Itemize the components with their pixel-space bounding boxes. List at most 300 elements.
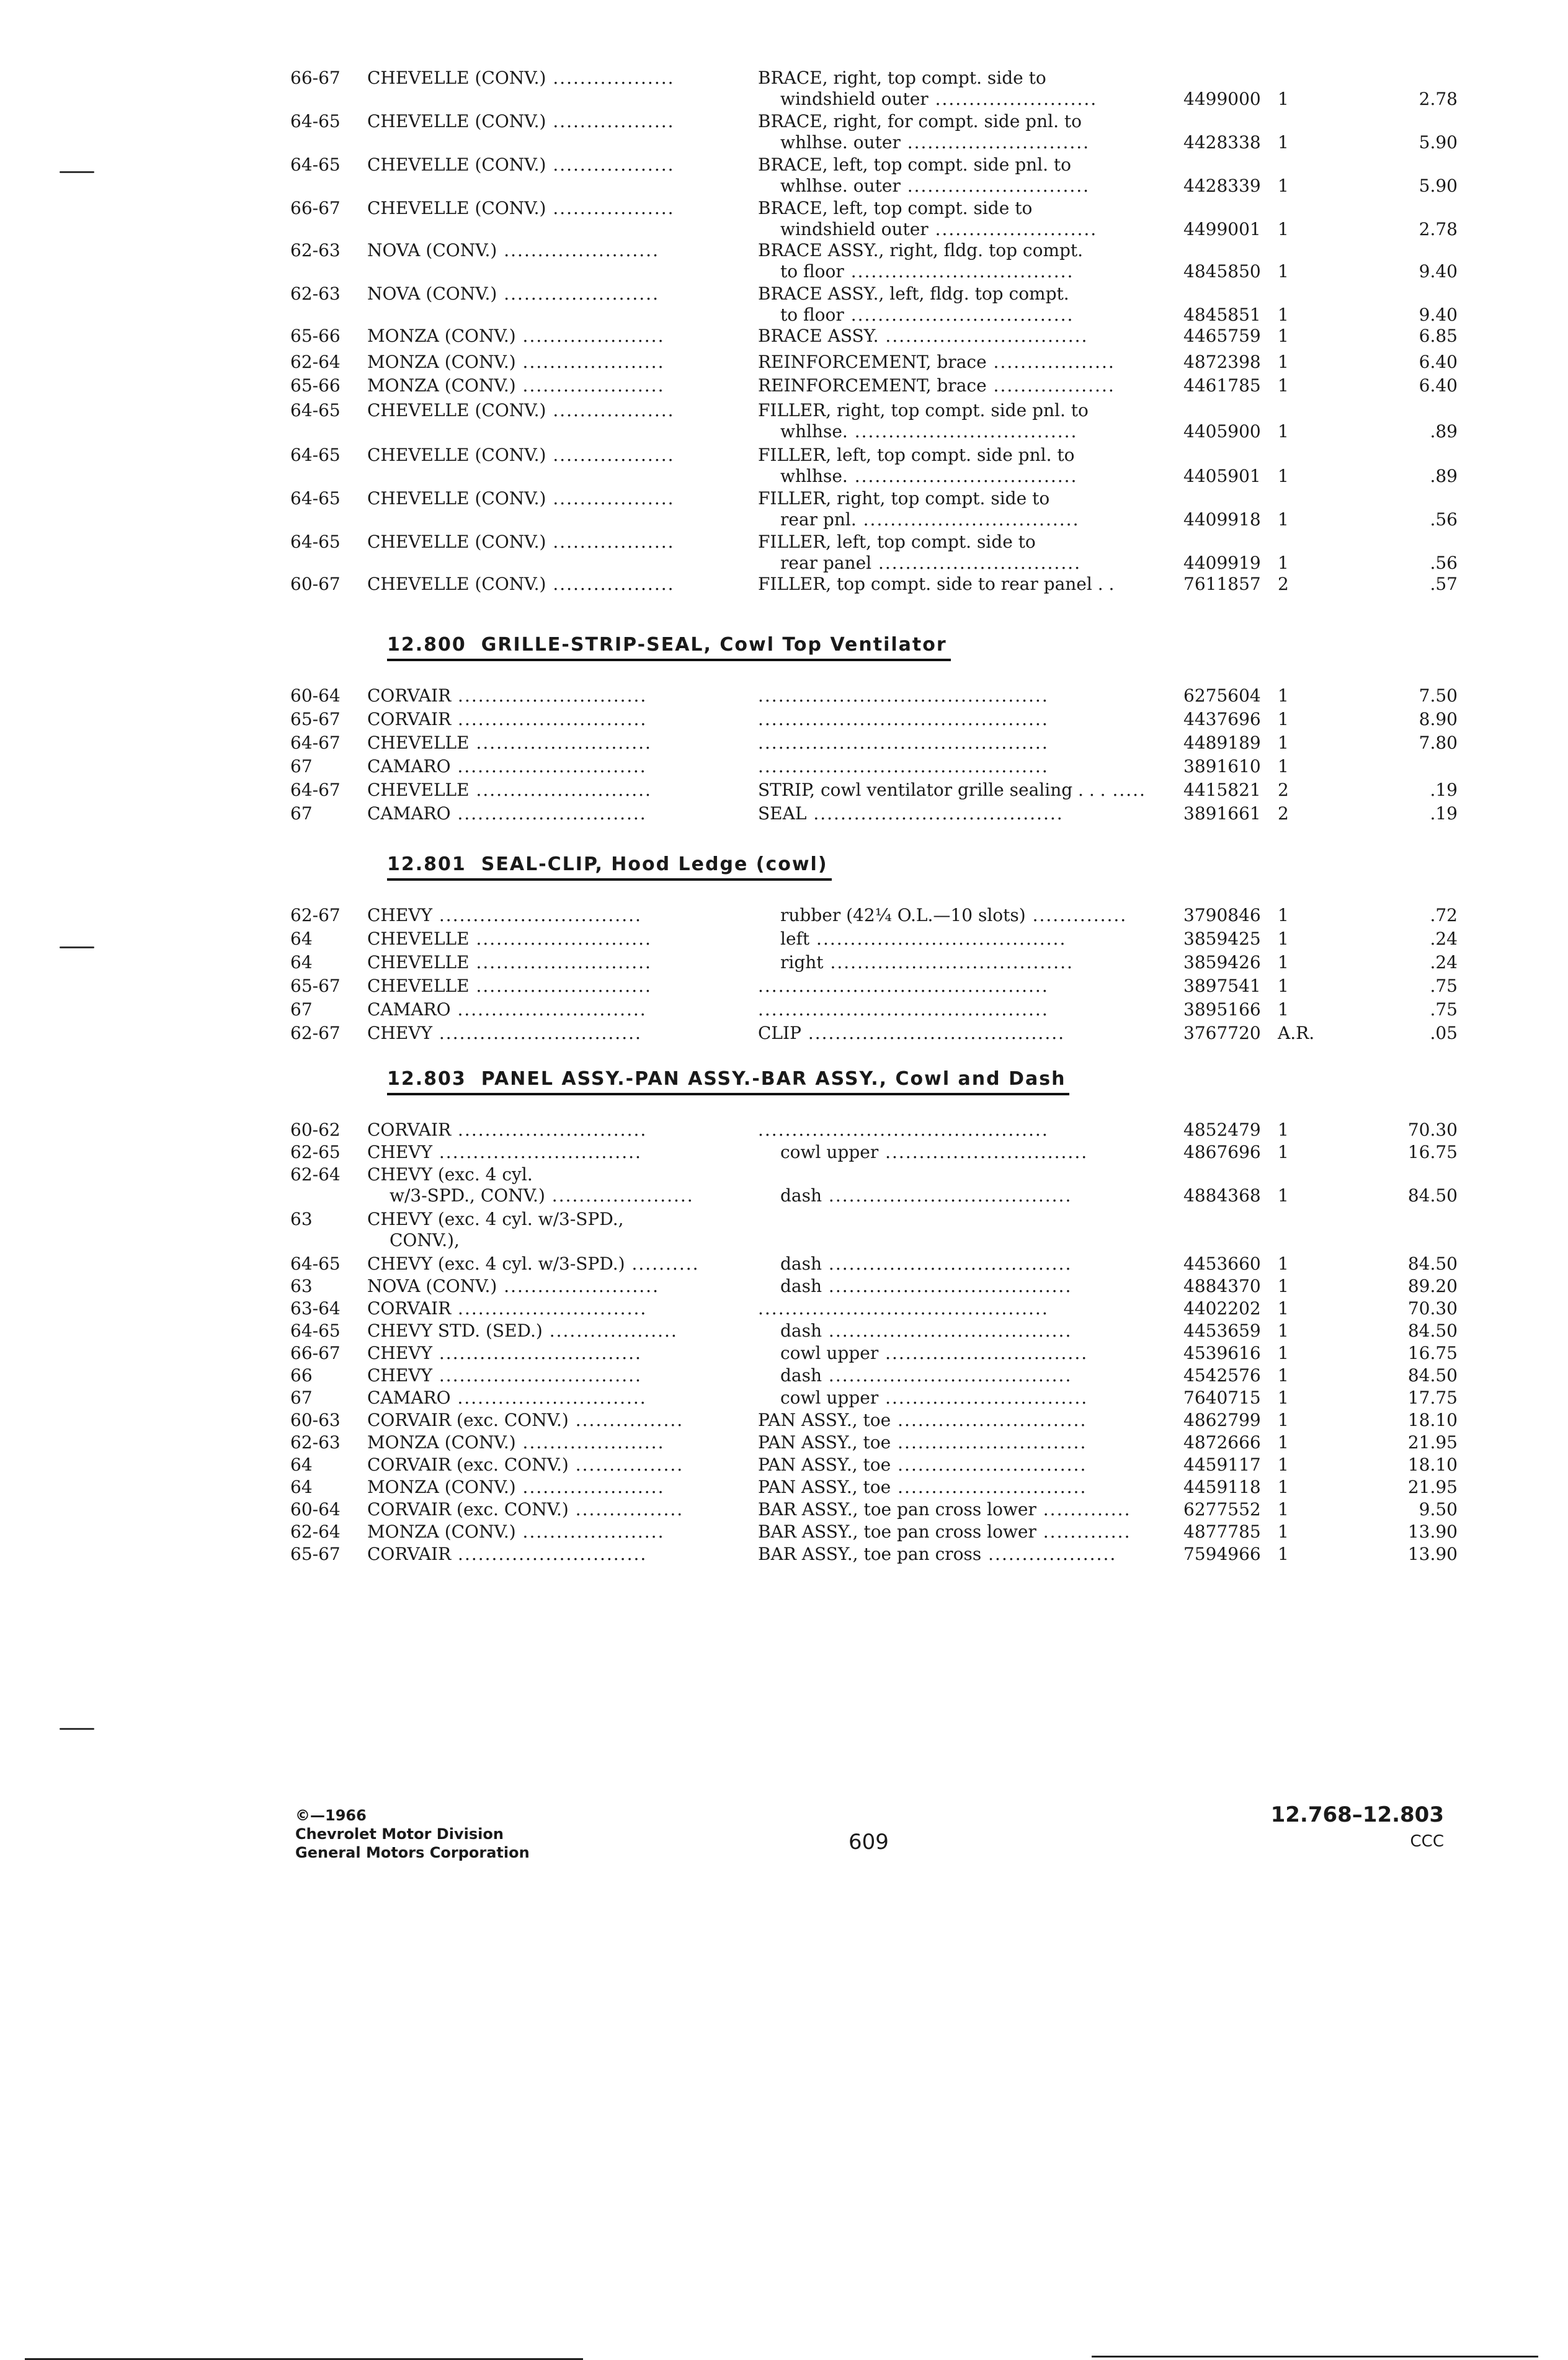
price-cell: 89.20 bbox=[1407, 1276, 1458, 1296]
price-cell: 8.90 bbox=[1419, 709, 1458, 729]
leader-dots: .................................... bbox=[822, 1185, 1072, 1206]
year-cell: 64 bbox=[290, 928, 313, 949]
description-cell bbox=[758, 1521, 1165, 1543]
table-row bbox=[0, 465, 1568, 488]
part-number-cell: 3897541 bbox=[1183, 976, 1261, 996]
price-cell: .19 bbox=[1430, 803, 1458, 824]
table-row bbox=[0, 325, 1568, 347]
quantity-cell: 1 bbox=[1278, 999, 1289, 1020]
part-number-cell: 7640715 bbox=[1183, 1387, 1261, 1408]
leader-dots: .............................. bbox=[432, 905, 642, 925]
year-cell: 65-67 bbox=[290, 976, 341, 996]
leader-dots: .................. bbox=[546, 574, 675, 594]
price-cell: 5.90 bbox=[1419, 176, 1458, 196]
price-cell: 6.85 bbox=[1419, 326, 1458, 346]
quantity-cell: 1 bbox=[1278, 976, 1289, 996]
price-cell: .72 bbox=[1430, 905, 1458, 925]
quantity-cell: 1 bbox=[1278, 89, 1289, 109]
part-number-cell: 4845851 bbox=[1183, 305, 1261, 325]
model-text: CHEVY STD. (SED.) bbox=[367, 1320, 543, 1341]
description-cell bbox=[758, 1409, 1165, 1432]
description-cell bbox=[758, 67, 1165, 89]
description-cell bbox=[758, 531, 1165, 553]
leader-dots: .......................... bbox=[469, 732, 652, 753]
table-row bbox=[0, 110, 1568, 133]
model-text: CHEVELLE (CONV.) bbox=[367, 488, 546, 509]
model-text: CHEVELLE bbox=[367, 780, 470, 800]
part-number-cell: 3767720 bbox=[1183, 1023, 1261, 1043]
description-cell bbox=[758, 1119, 1165, 1141]
year-cell: 60-67 bbox=[290, 574, 341, 594]
description-text: rubber (42¼ O.L.—10 slots) bbox=[780, 905, 1026, 925]
table-row bbox=[0, 1229, 1568, 1252]
year-cell: 60-64 bbox=[290, 685, 341, 706]
quantity-cell: 1 bbox=[1278, 1276, 1289, 1296]
publisher-block bbox=[295, 1806, 530, 1862]
leader-dots: ................................. bbox=[844, 305, 1074, 325]
leader-dots: .......................... bbox=[469, 952, 652, 973]
year-cell: 62-63 bbox=[290, 1432, 341, 1453]
model-text: CHEVY bbox=[367, 1365, 432, 1386]
leader-dots: ..................... bbox=[515, 352, 665, 372]
price-cell: .24 bbox=[1430, 928, 1458, 949]
model-cell bbox=[367, 1476, 726, 1498]
year-cell: 64 bbox=[290, 1454, 313, 1475]
quantity-cell: 1 bbox=[1278, 305, 1289, 325]
leader-dots: ..................... bbox=[515, 1432, 665, 1453]
price-cell: 70.30 bbox=[1407, 1120, 1458, 1140]
leader-dots: ........................... bbox=[900, 176, 1090, 196]
leader-dots: .................................... bbox=[822, 1253, 1072, 1274]
price-cell: 9.40 bbox=[1419, 261, 1458, 282]
description-cell bbox=[780, 1320, 1165, 1342]
part-number-cell: 4437696 bbox=[1183, 709, 1261, 729]
leader-dots: .................................... bbox=[822, 1365, 1072, 1386]
price-cell: .75 bbox=[1430, 976, 1458, 996]
leader-dots: .................. bbox=[546, 154, 675, 175]
price-cell: 5.90 bbox=[1419, 132, 1458, 153]
table-row bbox=[0, 1164, 1568, 1186]
description-text: PAN ASSY., toe bbox=[758, 1454, 891, 1475]
description-text: FILLER, left, top compt. side to bbox=[758, 532, 1036, 552]
table-row bbox=[0, 779, 1568, 801]
part-number-cell: 7611857 bbox=[1183, 574, 1261, 594]
description-cell bbox=[758, 197, 1165, 220]
description-text: cowl upper bbox=[780, 1387, 879, 1408]
description-cell bbox=[780, 509, 1165, 531]
description-cell bbox=[758, 1476, 1165, 1498]
section-heading bbox=[387, 852, 832, 881]
corporation-name: General Motors Corporation bbox=[295, 1844, 530, 1861]
leader-dots: ........................................... bbox=[758, 1120, 1049, 1140]
description-cell bbox=[758, 488, 1165, 510]
year-cell: 67 bbox=[290, 1387, 313, 1408]
model-cell bbox=[367, 1164, 726, 1186]
part-number-cell: 4409919 bbox=[1183, 553, 1261, 573]
leader-dots: ..................................... bbox=[809, 928, 1067, 949]
description-cell bbox=[758, 375, 1165, 397]
description-text: BRACE, right, for compt. side pnl. to bbox=[758, 111, 1082, 131]
year-cell: 62-63 bbox=[290, 240, 341, 260]
table-row bbox=[0, 88, 1568, 110]
description-cell bbox=[758, 1432, 1165, 1454]
leader-dots: ........................................... bbox=[758, 1298, 1049, 1319]
table-row bbox=[0, 1342, 1568, 1365]
table-row bbox=[0, 1253, 1568, 1275]
leader-dots: ............................ bbox=[891, 1432, 1087, 1453]
leader-dots: ........................... bbox=[900, 132, 1090, 153]
price-cell: .56 bbox=[1430, 509, 1458, 530]
part-number-cell: 4845850 bbox=[1183, 261, 1261, 282]
model-cell bbox=[367, 573, 726, 595]
leader-dots: .................. bbox=[546, 532, 675, 552]
model-cell bbox=[367, 1185, 726, 1207]
year-cell: 67 bbox=[290, 756, 313, 777]
model-cell bbox=[367, 110, 726, 133]
price-cell: .24 bbox=[1430, 952, 1458, 973]
price-cell: 21.95 bbox=[1407, 1432, 1458, 1453]
quantity-cell: 1 bbox=[1278, 1142, 1289, 1162]
leader-dots: ................................. bbox=[844, 261, 1074, 282]
table-row bbox=[0, 1498, 1568, 1521]
year-cell: 65-67 bbox=[290, 709, 341, 729]
description-cell bbox=[758, 154, 1165, 176]
leader-dots: .................................... bbox=[823, 952, 1074, 973]
quantity-cell: 1 bbox=[1278, 1387, 1289, 1408]
leader-dots: ....................... bbox=[497, 1276, 659, 1296]
description-cell bbox=[780, 1387, 1165, 1409]
model-text: CHEVELLE bbox=[367, 732, 470, 753]
leader-dots: ................ bbox=[568, 1410, 684, 1430]
price-cell: .89 bbox=[1430, 466, 1458, 486]
description-cell bbox=[758, 685, 1165, 707]
quantity-cell: 2 bbox=[1278, 574, 1289, 594]
description-cell bbox=[758, 239, 1165, 262]
description-text: REINFORCEMENT, brace bbox=[758, 375, 987, 396]
description-text: whlhse. outer bbox=[780, 176, 901, 196]
table-row bbox=[0, 421, 1568, 443]
description-cell bbox=[758, 803, 1165, 825]
leader-dots: .................. bbox=[546, 111, 675, 131]
price-cell: 9.40 bbox=[1419, 305, 1458, 325]
part-number-cell: 3859426 bbox=[1183, 952, 1261, 973]
description-text: STRIP, cowl ventilator grille sealing . . . bbox=[758, 780, 1106, 800]
description-text: windshield outer bbox=[780, 89, 929, 109]
price-cell: 18.10 bbox=[1407, 1410, 1458, 1430]
description-cell bbox=[780, 465, 1165, 488]
leader-dots: ................ bbox=[568, 1454, 684, 1475]
description-cell bbox=[780, 131, 1165, 154]
model-text: CHEVELLE bbox=[367, 976, 470, 996]
model-cell bbox=[367, 975, 726, 997]
model-text: CHEVY bbox=[367, 1343, 432, 1363]
part-number-cell: 4453659 bbox=[1183, 1320, 1261, 1341]
model-text: MONZA (CONV.) bbox=[367, 375, 516, 396]
leader-dots: ............................ bbox=[450, 1387, 647, 1408]
year-cell: 64-65 bbox=[290, 154, 341, 175]
description-text: whlhse. bbox=[780, 466, 848, 486]
year-cell: 63 bbox=[290, 1209, 313, 1229]
table-row bbox=[0, 1454, 1568, 1476]
leader-dots: ............................ bbox=[451, 1120, 648, 1140]
description-cell bbox=[758, 999, 1165, 1021]
quantity-cell: 1 bbox=[1278, 352, 1289, 372]
description-text: PAN ASSY., toe bbox=[758, 1410, 891, 1430]
model-text: CORVAIR (exc. CONV.) bbox=[367, 1499, 569, 1520]
leader-dots: ....................... bbox=[497, 240, 659, 260]
table-row bbox=[0, 283, 1568, 305]
leader-dots: .......................... bbox=[469, 780, 652, 800]
model-cell bbox=[367, 708, 726, 731]
model-text: CHEVELLE bbox=[367, 952, 470, 973]
model-text: NOVA (CONV.) bbox=[367, 1276, 497, 1296]
table-row bbox=[0, 732, 1568, 754]
part-number-cell: 3891661 bbox=[1183, 803, 1261, 824]
table-row bbox=[0, 260, 1568, 283]
year-cell: 66-67 bbox=[290, 198, 341, 218]
table-row bbox=[0, 685, 1568, 707]
quantity-cell: 1 bbox=[1278, 1499, 1289, 1520]
description-text: dash bbox=[780, 1320, 822, 1341]
part-number-cell: 4461785 bbox=[1183, 375, 1261, 396]
model-text: CORVAIR bbox=[367, 685, 452, 706]
description-text: FILLER, right, top compt. side to bbox=[758, 488, 1050, 509]
model-cell bbox=[367, 904, 726, 927]
leader-dots: .................................... bbox=[822, 1320, 1072, 1341]
quantity-cell: 1 bbox=[1278, 375, 1289, 396]
leader-dots: .............................. bbox=[878, 1343, 1089, 1363]
section-title: SEAL-CLIP, Hood Ledge (cowl) bbox=[481, 853, 828, 875]
part-number-cell: 4872666 bbox=[1183, 1432, 1261, 1453]
leader-dots: .............................. bbox=[432, 1343, 642, 1363]
model-cell bbox=[367, 928, 726, 950]
model-cell bbox=[367, 488, 726, 510]
description-cell bbox=[758, 283, 1165, 305]
leader-dots: ..................... bbox=[545, 1185, 694, 1206]
section-number: 12.800 bbox=[387, 634, 466, 656]
model-text: w/3-SPD., CONV.) bbox=[390, 1185, 545, 1206]
leader-dots: .......................... bbox=[469, 928, 652, 949]
leader-dots: .............................. bbox=[878, 1142, 1089, 1162]
model-text: CHEVY (exc. 4 cyl. w/3-SPD., bbox=[367, 1209, 624, 1229]
description-cell bbox=[758, 779, 1165, 801]
price-cell: .57 bbox=[1430, 574, 1458, 594]
year-cell: 67 bbox=[290, 803, 313, 824]
price-cell: 7.80 bbox=[1419, 732, 1458, 753]
description-text: PAN ASSY., toe bbox=[758, 1432, 891, 1453]
description-text: cowl upper bbox=[780, 1142, 879, 1162]
description-cell bbox=[758, 399, 1165, 422]
description-text: whlhse. bbox=[780, 421, 848, 442]
table-row bbox=[0, 1432, 1568, 1454]
model-text: CHEVELLE (CONV.) bbox=[367, 445, 546, 465]
description-cell bbox=[780, 1365, 1165, 1387]
model-text: CAMARO bbox=[367, 1387, 451, 1408]
table-row bbox=[0, 154, 1568, 176]
copyright: ©—1966 bbox=[295, 1807, 367, 1824]
year-cell: 60-64 bbox=[290, 1499, 341, 1520]
part-number-cell: 3891610 bbox=[1183, 756, 1261, 777]
quantity-cell: 1 bbox=[1278, 1432, 1289, 1453]
model-cell bbox=[367, 1432, 726, 1454]
quantity-cell: 1 bbox=[1278, 1365, 1289, 1386]
leader-dots: .................. bbox=[546, 488, 675, 509]
year-cell: 64-65 bbox=[290, 445, 341, 465]
price-cell: 84.50 bbox=[1407, 1185, 1458, 1206]
model-cell bbox=[367, 375, 726, 397]
model-text: CHEVY bbox=[367, 1023, 432, 1043]
table-row bbox=[0, 1365, 1568, 1387]
leader-dots: ..................................... bbox=[806, 803, 1064, 824]
quantity-cell: 1 bbox=[1278, 1320, 1289, 1341]
quantity-cell: 1 bbox=[1278, 1298, 1289, 1319]
description-text: REINFORCEMENT, brace bbox=[758, 352, 987, 372]
description-text: BRACE ASSY. bbox=[758, 326, 879, 346]
quantity-cell: 1 bbox=[1278, 1521, 1289, 1542]
price-cell: .19 bbox=[1430, 780, 1458, 800]
description-cell bbox=[780, 218, 1165, 241]
table-row bbox=[0, 375, 1568, 397]
year-cell: 64-65 bbox=[290, 532, 341, 552]
year-cell: 64-65 bbox=[290, 111, 341, 131]
year-cell: 64-67 bbox=[290, 732, 341, 753]
table-row bbox=[0, 1141, 1568, 1164]
model-cell bbox=[367, 1387, 726, 1409]
leader-dots: .................. bbox=[546, 445, 675, 465]
description-cell bbox=[780, 1141, 1165, 1164]
leader-dots: ............................ bbox=[451, 1298, 648, 1319]
quantity-cell: 1 bbox=[1278, 261, 1289, 282]
model-cell bbox=[367, 239, 726, 262]
description-text: BRACE ASSY., left, fldg. top compt. bbox=[758, 283, 1069, 304]
description-cell bbox=[758, 444, 1165, 466]
part-number-cell: 4867696 bbox=[1183, 1142, 1261, 1162]
quantity-cell: 1 bbox=[1278, 466, 1289, 486]
quantity-cell: 1 bbox=[1278, 756, 1289, 777]
model-text: MONZA (CONV.) bbox=[367, 352, 516, 372]
description-text: left bbox=[780, 928, 810, 949]
year-cell: 62-65 bbox=[290, 1142, 341, 1162]
model-text: MONZA (CONV.) bbox=[367, 1521, 516, 1542]
quantity-cell: 1 bbox=[1278, 553, 1289, 573]
model-cell bbox=[367, 1141, 726, 1164]
table-row bbox=[0, 304, 1568, 326]
part-number-cell: 3790846 bbox=[1183, 905, 1261, 925]
table-row bbox=[0, 1409, 1568, 1432]
quantity-cell: 2 bbox=[1278, 803, 1289, 824]
description-text: to floor bbox=[780, 305, 844, 325]
table-row bbox=[0, 573, 1568, 595]
price-cell: .89 bbox=[1430, 421, 1458, 442]
year-cell: 62-64 bbox=[290, 1521, 341, 1542]
margin-mark bbox=[60, 946, 94, 948]
leader-dots: .............................. bbox=[432, 1142, 642, 1162]
price-cell: 18.10 bbox=[1407, 1454, 1458, 1475]
leader-dots: .............................. bbox=[432, 1023, 642, 1043]
model-cell bbox=[367, 444, 726, 466]
year-cell: 64-65 bbox=[290, 1320, 341, 1341]
model-cell bbox=[367, 1320, 726, 1342]
quantity-cell: 1 bbox=[1278, 952, 1289, 973]
year-cell: 66-67 bbox=[290, 1343, 341, 1363]
table-row bbox=[0, 488, 1568, 510]
leader-dots: ....................... bbox=[497, 283, 659, 304]
table-row bbox=[0, 1185, 1568, 1207]
table-row bbox=[0, 708, 1568, 731]
price-cell: 13.90 bbox=[1407, 1521, 1458, 1542]
description-text: whlhse. outer bbox=[780, 132, 901, 153]
leader-dots: ..................... bbox=[515, 326, 665, 346]
leader-dots: .................. bbox=[546, 68, 675, 88]
margin-mark bbox=[60, 171, 94, 173]
leader-dots: ............................ bbox=[891, 1454, 1087, 1475]
model-cell bbox=[367, 999, 726, 1021]
table-row bbox=[0, 1208, 1568, 1231]
model-cell bbox=[367, 197, 726, 220]
table-row bbox=[0, 67, 1568, 89]
description-text: right bbox=[780, 952, 824, 973]
price-cell: 84.50 bbox=[1407, 1320, 1458, 1341]
year-cell: 65-67 bbox=[290, 1544, 341, 1564]
quantity-cell: 1 bbox=[1278, 685, 1289, 706]
model-text: CHEVELLE (CONV.) bbox=[367, 154, 546, 175]
part-number-cell: 6277552 bbox=[1183, 1499, 1261, 1520]
model-cell bbox=[367, 1342, 726, 1365]
part-number-cell: 4459117 bbox=[1183, 1454, 1261, 1475]
table-row bbox=[0, 1119, 1568, 1141]
model-cell bbox=[367, 1454, 726, 1476]
year-cell: 62-67 bbox=[290, 1023, 341, 1043]
leader-dots: ............................ bbox=[450, 803, 647, 824]
model-cell bbox=[367, 1119, 726, 1141]
description-cell bbox=[758, 1498, 1165, 1521]
model-text: CHEVELLE bbox=[367, 928, 470, 949]
table-row bbox=[0, 399, 1568, 422]
model-cell bbox=[367, 1521, 726, 1543]
description-text: BRACE, right, top compt. side to bbox=[758, 68, 1046, 88]
part-number-cell: 4402202 bbox=[1183, 1298, 1261, 1319]
model-cell bbox=[367, 732, 726, 754]
table-row bbox=[0, 1521, 1568, 1543]
description-cell bbox=[780, 88, 1165, 110]
description-text: BAR ASSY., toe pan cross lower bbox=[758, 1521, 1036, 1542]
quantity-cell: 1 bbox=[1278, 709, 1289, 729]
price-cell: 84.50 bbox=[1407, 1253, 1458, 1274]
leader-dots: ..... bbox=[1105, 780, 1146, 800]
table-row bbox=[0, 755, 1568, 778]
model-text: CHEVELLE (CONV.) bbox=[367, 532, 546, 552]
leader-dots: .................. bbox=[986, 375, 1115, 396]
price-cell: 16.75 bbox=[1407, 1142, 1458, 1162]
description-text: dash bbox=[780, 1185, 822, 1206]
model-text: CORVAIR (exc. CONV.) bbox=[367, 1410, 569, 1430]
quantity-cell: 1 bbox=[1278, 1185, 1289, 1206]
leader-dots: ............. bbox=[1036, 1499, 1131, 1520]
price-cell: 9.50 bbox=[1419, 1499, 1458, 1520]
leader-dots: ............................ bbox=[450, 756, 647, 777]
model-text: CHEVELLE (CONV.) bbox=[367, 400, 546, 421]
model-cell bbox=[367, 685, 726, 707]
model-text: CONV.), bbox=[390, 1230, 460, 1250]
model-text: CHEVELLE (CONV.) bbox=[367, 68, 546, 88]
model-cell bbox=[367, 1229, 726, 1252]
quantity-cell: 1 bbox=[1278, 1477, 1289, 1497]
description-text: BAR ASSY., toe pan cross lower bbox=[758, 1499, 1036, 1520]
description-cell bbox=[758, 351, 1165, 373]
section-range bbox=[1271, 1802, 1444, 1851]
model-text: CHEVELLE (CONV.) bbox=[367, 111, 546, 131]
description-cell bbox=[758, 325, 1165, 347]
